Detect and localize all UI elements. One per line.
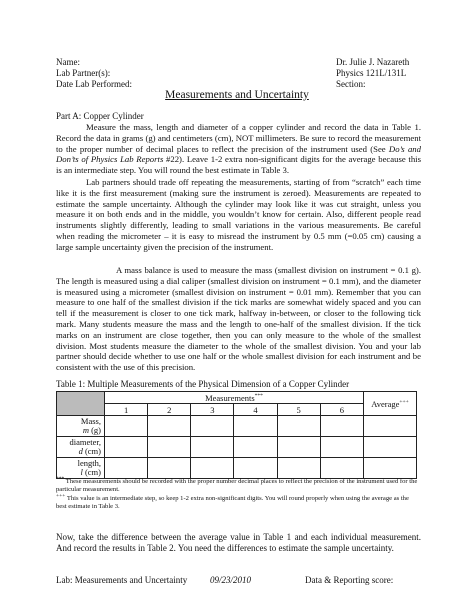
date-performed-label: Date Lab Performed: <box>56 79 132 89</box>
footer-lab-title: Lab: Measurements and Uncertainty <box>56 575 188 585</box>
reference-title: Do’s and Don’ts of Physics Lab Reports <box>56 143 421 165</box>
data-cell[interactable] <box>234 416 277 437</box>
table-row <box>57 437 417 458</box>
measurements-table <box>56 391 417 479</box>
data-cell[interactable] <box>277 416 320 437</box>
data-cell[interactable] <box>191 437 234 458</box>
average-cell[interactable] <box>364 416 417 437</box>
paragraph-text: Measure the mass, length and diameter of a copper cylinder and record the data in Table 1. Record the data in grams (g) and centimeters (cm), NOT millimeters. Be sure to record the measurement to the proper number of decimal places to reflect the precision of the instrument used (See <box>56 122 421 154</box>
paragraph-lab-partners: Lab partners should trade off repeating the measurements, starting of from “scratch” each time like it is the first measurement (making sure the instrument is zeroed). Measurements are repeated to estimate the sample uncertainty. Although the cylinder may look like it was cut straight, unless you measure it on both ends and in the middle, you wouldn’t know for certain. Also, different people read instruments slightly differently, leading to small variations in the various measurements. Be careful when reading the micrometer – it is easy to misread the instrument by 0.5 mm (=0.05 cm) causing a large sample uncertainty given the precision of the instrument. <box>56 177 421 252</box>
data-cell[interactable] <box>234 437 277 458</box>
paragraph-text: #22). Leave 1-2 extra non-significant digits for the average because this is an intermediate step. You will round the best estimate in Table 3. <box>56 154 421 176</box>
column-header: 5 <box>277 404 320 416</box>
row-label-length: length, l (cm) <box>57 458 105 479</box>
instructor-name: Dr. Julie J. Nazareth <box>336 57 410 67</box>
lab-partners-label: Lab Partner(s): <box>56 68 111 78</box>
data-cell[interactable] <box>277 437 320 458</box>
column-header: 3 <box>191 404 234 416</box>
footnote-average: +++ This value is an intermediate step, so keep 1-2 extra non-significant digits. You will round properly when using the average as the best estimate in Table 3. <box>56 493 409 511</box>
paragraph-mass-balance: A mass balance is used to measure the mass (smallest division on instrument = 0.1 g). The length is measured using a dial caliper (smallest division on instrument = 0.1 mm), and the diameter is measured using a micrometer (smallest division on instrument = 0.01 mm). Remember that you can measure to one half of the smallest division if the tick marks are somewhat widely spaced and you can tell if the measurement is closer to one tick mark, halfway in-between, or closer to the following tick mark. Many students measure the mass and the length to one-half of the smallest division. If the tick marks on an instrument are close together, then you can only measure to the whole of the smallest division. Most students measure the diameter to the whole of the smallest division. You and your lab partner should decide whether to use one half or the whole smallest division for each instrument and be consistent with the use of this precision. <box>56 265 421 373</box>
data-cell[interactable] <box>105 416 148 437</box>
data-cell[interactable] <box>105 437 148 458</box>
table-corner-cell <box>57 392 105 416</box>
row-label-mass: Mass, m (g) <box>57 416 105 437</box>
measurements-header: Measurements*** <box>105 392 364 404</box>
column-header: 1 <box>105 404 148 416</box>
course-code: Physics 121L/131L <box>336 68 407 78</box>
paragraph-closing: Now, take the difference between the average value in Table 1 and each individual measurement. And record the results in Table 2. You need the differences to estimate the sample uncertainty. <box>56 532 421 553</box>
table-caption: Table 1: Multiple Measurements of the Physical Dimension of a Copper Cylinder <box>56 379 350 389</box>
data-cell[interactable] <box>320 437 363 458</box>
name-label: Name: <box>56 57 80 67</box>
data-cell[interactable] <box>148 437 191 458</box>
paragraph-instructions <box>56 122 421 176</box>
column-header: 6 <box>320 404 363 416</box>
data-cell[interactable] <box>320 416 363 437</box>
column-header: 2 <box>148 404 191 416</box>
table-row <box>57 416 417 437</box>
data-cell[interactable] <box>191 416 234 437</box>
average-header: Average+++ <box>364 392 417 416</box>
part-a-heading: Part A: Copper Cylinder <box>56 111 144 121</box>
footer-score-label: Data & Reporting score: <box>305 575 394 585</box>
row-label-diameter: diameter, d (cm) <box>57 437 105 458</box>
footnote-measurements: *** These measurements should be recorded with the proper number decimal places to reflect the precision of the instrument used for the particular measurement. <box>56 476 418 494</box>
average-cell[interactable] <box>364 437 417 458</box>
page-title: Measurements and Uncertainty <box>165 89 309 101</box>
footer-date: 09/23/2010 <box>210 575 252 585</box>
section-label: Section: <box>336 79 366 89</box>
column-header: 4 <box>234 404 277 416</box>
data-cell[interactable] <box>148 416 191 437</box>
